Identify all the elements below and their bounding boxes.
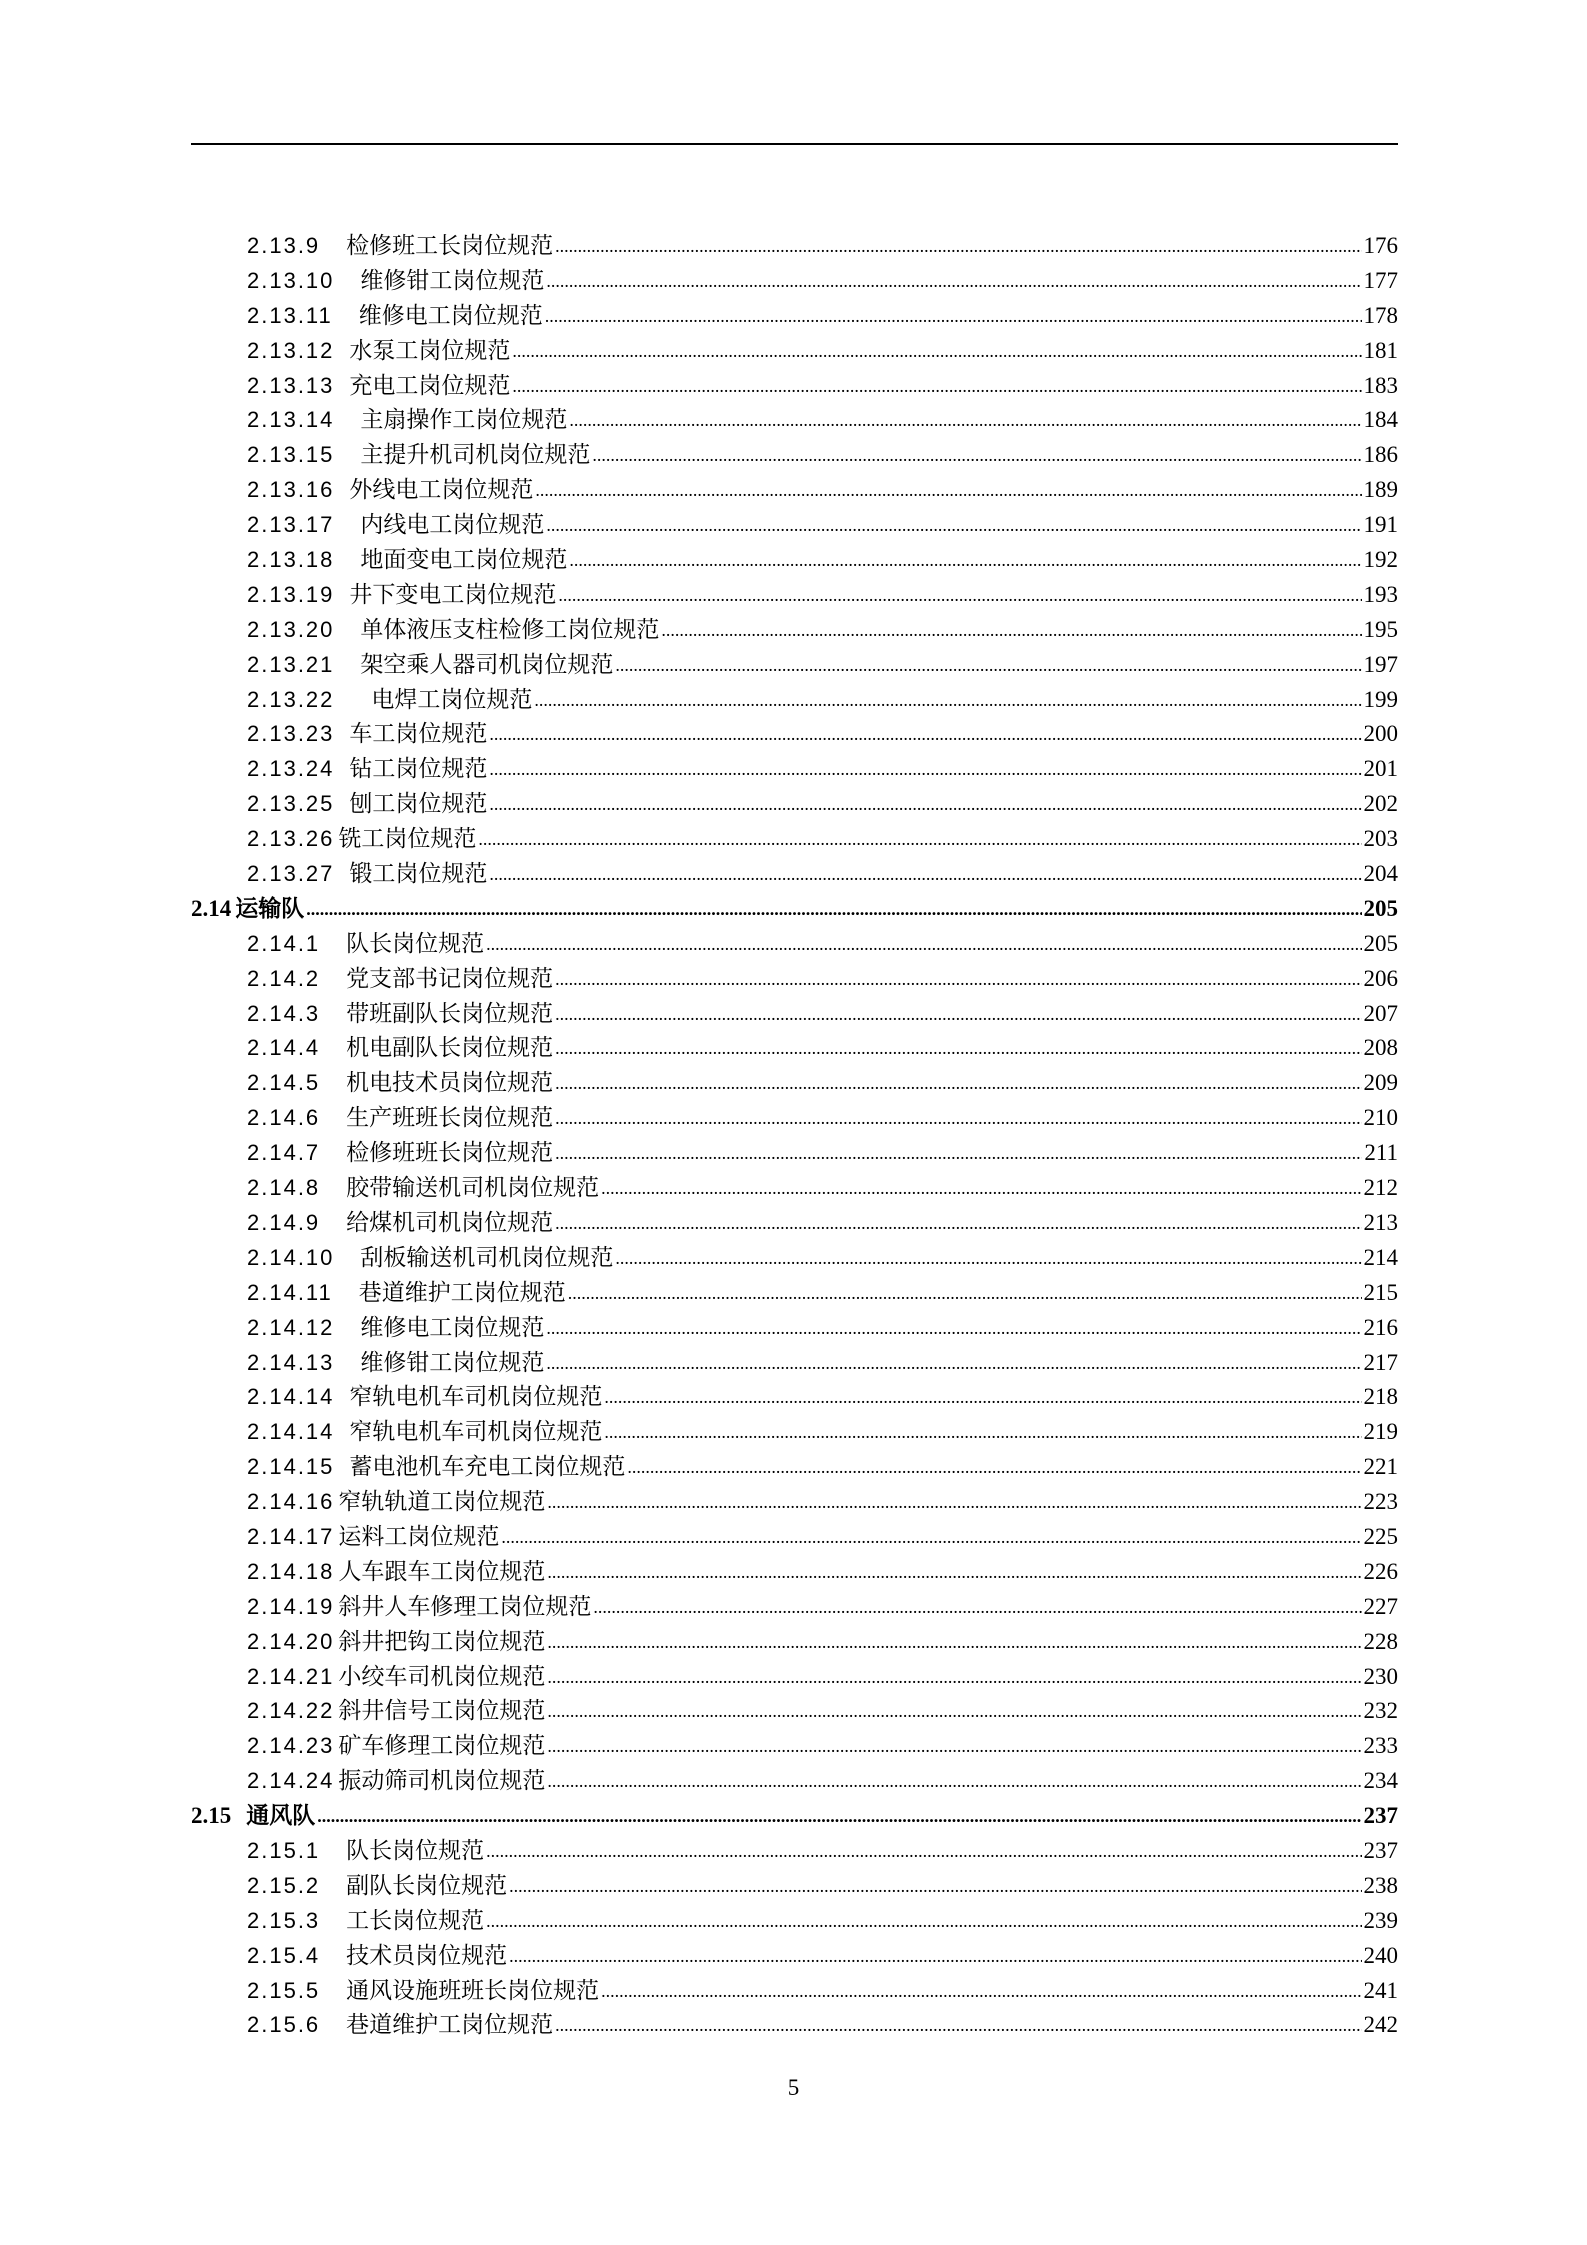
toc-entry[interactable] <box>191 787 1398 822</box>
toc-entry[interactable] <box>191 1904 1398 1939</box>
toc-entry-number: 2.14.11 <box>247 1279 333 1305</box>
toc-entry-title: 单体液压支柱检修工岗位规范 <box>360 616 660 642</box>
dot-leader <box>546 1311 1361 1346</box>
toc-entry-title: 维修电工岗位规范 <box>358 302 543 328</box>
toc-entry[interactable] <box>191 1066 1398 1101</box>
toc-entry[interactable] <box>191 1450 1398 1485</box>
toc-entry[interactable] <box>191 822 1398 857</box>
toc-entry[interactable] <box>191 613 1398 648</box>
dot-leader <box>547 1555 1361 1590</box>
toc-entry-number: 2.14.16 <box>247 1489 335 1515</box>
toc-entry-number: 2.15.5 <box>247 1977 321 2003</box>
toc-entry-number: 2.15.6 <box>247 2012 321 2038</box>
toc-entry-title: 检修班班长岗位规范 <box>346 1140 554 1166</box>
dot-leader <box>547 1625 1361 1660</box>
dot-leader <box>317 1799 1361 1834</box>
toc-entry[interactable] <box>191 717 1398 752</box>
toc-entry-page: 218 <box>1363 1384 1398 1410</box>
toc-entry-number: 2.14.10 <box>247 1244 335 1270</box>
toc-entry-page: 237 <box>1363 1803 1398 1829</box>
toc-entry[interactable] <box>191 1764 1398 1799</box>
toc-entry[interactable] <box>191 1206 1398 1241</box>
toc-entry-number: 2.13.11 <box>247 302 333 328</box>
toc-entry-number: 2.13.25 <box>247 791 335 817</box>
toc-entry-number: 2.13.16 <box>247 477 335 503</box>
toc-entry-title: 队长岗位规范 <box>346 930 485 956</box>
toc-entry-title: 地面变电工岗位规范 <box>360 547 568 573</box>
dot-leader <box>615 648 1361 683</box>
toc-entry[interactable] <box>191 1555 1398 1590</box>
toc-entry-title: 斜井人车修理工岗位规范 <box>338 1593 592 1619</box>
toc-entry-number: 2.14.2 <box>247 965 321 991</box>
toc-entry-page: 219 <box>1363 1419 1398 1445</box>
toc-entry-title: 检修班工长岗位规范 <box>346 233 554 258</box>
toc-entry-number: 2.13.15 <box>247 442 335 468</box>
dot-leader <box>486 1904 1361 1939</box>
toc-entry-page: 177 <box>1363 267 1398 293</box>
toc-entry-title: 通风队 <box>246 1803 316 1829</box>
toc-entry-page: 211 <box>1364 1140 1398 1166</box>
toc-entry-title: 矿车修理工岗位规范 <box>338 1733 546 1759</box>
toc-entry-page: 183 <box>1363 372 1398 398</box>
dot-leader <box>555 962 1361 997</box>
toc-entry[interactable] <box>191 1136 1398 1171</box>
toc-entry-title: 运输队 <box>235 895 305 921</box>
toc-entry-number: 2.13.24 <box>247 756 335 782</box>
dot-leader <box>555 1066 1361 1101</box>
toc-entry-page: 212 <box>1363 1175 1398 1201</box>
toc-entry-title: 运料工岗位规范 <box>338 1523 500 1549</box>
toc-entry[interactable] <box>191 1415 1398 1450</box>
toc-entry-number: 2.14.13 <box>247 1349 335 1375</box>
toc-entry-number: 2.13.14 <box>247 407 335 433</box>
toc-entry-title: 车工岗位规范 <box>349 721 488 747</box>
toc-entry-number: 2.13.20 <box>247 616 335 642</box>
dot-leader <box>592 438 1361 473</box>
dot-leader <box>569 543 1361 578</box>
toc-entry-page: 205 <box>1363 930 1398 956</box>
toc-entry[interactable] <box>191 1625 1398 1660</box>
toc-entry-page: 201 <box>1363 756 1398 782</box>
dot-leader <box>546 508 1361 543</box>
toc-entry[interactable] <box>191 473 1398 508</box>
dot-leader <box>627 1450 1361 1485</box>
toc-entry-page: 192 <box>1363 547 1398 573</box>
toc-entry[interactable] <box>191 543 1398 578</box>
toc-entry-number: 2.14.15 <box>247 1454 335 1480</box>
toc-entry-title: 人车跟车工岗位规范 <box>338 1558 546 1584</box>
toc-entry-title: 蓄电池机车充电工岗位规范 <box>349 1454 626 1480</box>
dot-leader <box>604 1415 1361 1450</box>
toc-entry-title: 巷道维护工岗位规范 <box>358 1279 566 1305</box>
toc-entry-title: 井下变电工岗位规范 <box>349 581 557 607</box>
toc-entry[interactable] <box>191 1520 1398 1555</box>
table-of-contents <box>191 229 1398 2043</box>
toc-entry[interactable] <box>191 1346 1398 1381</box>
toc-entry-title: 窄轨电机车司机岗位规范 <box>349 1419 603 1445</box>
dot-leader <box>512 334 1361 369</box>
toc-entry-page: 193 <box>1363 581 1398 607</box>
toc-entry-page: 202 <box>1363 791 1398 817</box>
toc-entry-title: 铣工岗位规范 <box>338 826 477 852</box>
dot-leader <box>509 1939 1361 1974</box>
toc-entry-title: 架空乘人器司机岗位规范 <box>360 651 614 677</box>
toc-entry[interactable] <box>191 997 1398 1032</box>
toc-entry[interactable] <box>191 2008 1398 2043</box>
toc-entry-number: 2.15.2 <box>247 1872 321 1898</box>
toc-entry[interactable] <box>191 1101 1398 1136</box>
toc-entry-page: 186 <box>1363 442 1398 468</box>
page-number: 5 <box>787 2075 800 2100</box>
dot-leader <box>615 1241 1361 1276</box>
toc-section-entry[interactable] <box>191 1799 1398 1834</box>
dot-leader <box>489 787 1361 822</box>
toc-entry[interactable] <box>191 299 1398 334</box>
dot-leader <box>661 613 1361 648</box>
toc-entry-number: 2.14.20 <box>247 1628 335 1654</box>
toc-entry[interactable] <box>191 1939 1398 1974</box>
dot-leader <box>593 1590 1361 1625</box>
dot-leader <box>486 927 1361 962</box>
toc-entry[interactable] <box>191 1485 1398 1520</box>
toc-entry-page: 176 <box>1363 233 1398 258</box>
toc-entry-title: 锻工岗位规范 <box>349 861 488 887</box>
toc-entry-number: 2.14.21 <box>247 1663 335 1689</box>
toc-entry-number: 2.14.14 <box>247 1419 335 1445</box>
dot-leader <box>558 578 1361 613</box>
toc-entry-page: 191 <box>1363 512 1398 538</box>
toc-entry-title: 带班副队长岗位规范 <box>346 1000 554 1026</box>
toc-entry-page: 189 <box>1363 477 1398 503</box>
toc-entry-number: 2.13.9 <box>247 233 321 258</box>
toc-entry[interactable] <box>191 438 1398 473</box>
toc-entry[interactable] <box>191 1694 1398 1729</box>
toc-entry-number: 2.14.22 <box>247 1698 335 1724</box>
toc-entry-title: 刨工岗位规范 <box>349 791 488 817</box>
toc-entry-title: 工长岗位规范 <box>346 1907 485 1933</box>
toc-entry-number: 2.14.9 <box>247 1209 321 1235</box>
toc-entry-page: 209 <box>1363 1070 1398 1096</box>
toc-entry-number: 2.14.23 <box>247 1733 335 1759</box>
toc-entry-page: 242 <box>1363 2012 1398 2038</box>
toc-entry-number: 2.15.3 <box>247 1907 321 1933</box>
toc-entry-page: 184 <box>1363 407 1398 433</box>
toc-entry-title: 维修电工岗位规范 <box>360 1314 545 1340</box>
toc-entry-title: 通风设施班班长岗位规范 <box>346 1977 600 2003</box>
toc-entry-page: 241 <box>1363 1977 1398 2003</box>
toc-entry-page: 239 <box>1363 1907 1398 1933</box>
toc-entry-number: 2.15.4 <box>247 1942 321 1968</box>
toc-entry[interactable] <box>191 1729 1398 1764</box>
toc-entry[interactable] <box>191 578 1398 613</box>
toc-entry[interactable] <box>191 927 1398 962</box>
toc-entry[interactable] <box>191 648 1398 683</box>
toc-entry-title: 内线电工岗位规范 <box>360 512 545 538</box>
toc-entry-title: 斜井把钩工岗位规范 <box>338 1628 546 1654</box>
toc-entry[interactable] <box>191 334 1398 369</box>
toc-entry-page: 240 <box>1363 1942 1398 1968</box>
toc-entry[interactable] <box>191 403 1398 438</box>
toc-entry[interactable] <box>191 1241 1398 1276</box>
toc-entry-page: 206 <box>1363 965 1398 991</box>
toc-entry-title: 胶带输送机司机岗位规范 <box>346 1175 600 1201</box>
dot-leader <box>547 1764 1361 1799</box>
toc-entry-number: 2.13.12 <box>247 337 335 363</box>
toc-entry-number: 2.13.21 <box>247 651 335 677</box>
toc-section-entry[interactable] <box>191 892 1398 927</box>
dot-leader <box>555 1101 1361 1136</box>
toc-entry-page: 223 <box>1363 1489 1398 1515</box>
toc-entry[interactable] <box>191 1171 1398 1206</box>
dot-leader <box>501 1520 1361 1555</box>
toc-entry[interactable] <box>191 229 1398 264</box>
toc-entry-page: 237 <box>1363 1837 1398 1863</box>
toc-entry-title: 窄轨轨道工岗位规范 <box>338 1489 546 1515</box>
dot-leader <box>555 1136 1362 1171</box>
dot-leader <box>534 683 1361 718</box>
toc-entry-title: 窄轨电机车司机岗位规范 <box>349 1384 603 1410</box>
dot-leader <box>555 1206 1361 1241</box>
toc-entry-page: 216 <box>1363 1314 1398 1340</box>
toc-entry-title: 斜井信号工岗位规范 <box>338 1698 546 1724</box>
toc-entry-title: 水泵工岗位规范 <box>349 337 511 363</box>
toc-entry-page: 208 <box>1363 1035 1398 1061</box>
dot-leader <box>478 822 1361 857</box>
toc-entry-page: 221 <box>1363 1454 1398 1480</box>
toc-entry-number: 2.14.6 <box>247 1105 321 1131</box>
dot-leader <box>555 229 1361 264</box>
dot-leader <box>489 857 1361 892</box>
dot-leader <box>555 1031 1361 1066</box>
dot-leader <box>486 1834 1361 1869</box>
toc-entry-title: 外线电工岗位规范 <box>349 477 534 503</box>
toc-entry-page: 205 <box>1363 895 1398 921</box>
toc-entry-page: 195 <box>1363 616 1398 642</box>
dot-leader <box>601 1974 1361 2009</box>
toc-entry[interactable] <box>191 508 1398 543</box>
toc-entry-number: 2.14.24 <box>247 1768 335 1794</box>
toc-entry-number: 2.14.19 <box>247 1593 335 1619</box>
toc-entry[interactable] <box>191 1590 1398 1625</box>
dot-leader <box>509 1869 1361 1904</box>
toc-entry-number: 2.14.7 <box>247 1140 321 1166</box>
toc-entry-number: 2.14.4 <box>247 1035 321 1061</box>
toc-entry-number: 2.14.1 <box>247 930 321 956</box>
dot-leader <box>547 1485 1361 1520</box>
toc-entry-number: 2.14.18 <box>247 1558 335 1584</box>
toc-entry-page: 213 <box>1363 1209 1398 1235</box>
dot-leader <box>535 473 1361 508</box>
toc-entry[interactable] <box>191 1276 1398 1311</box>
toc-entry-title: 刮板输送机司机岗位规范 <box>360 1244 614 1270</box>
dot-leader <box>555 997 1361 1032</box>
dot-leader <box>555 2008 1361 2043</box>
toc-entry-title: 主扇操作工岗位规范 <box>360 407 568 433</box>
toc-entry-title: 主提升机司机岗位规范 <box>360 442 591 468</box>
toc-entry[interactable] <box>191 683 1398 718</box>
toc-entry-page: 234 <box>1363 1768 1398 1794</box>
toc-entry-title: 小绞车司机岗位规范 <box>338 1663 546 1689</box>
dot-leader <box>489 717 1361 752</box>
toc-entry-title: 巷道维护工岗位规范 <box>346 2012 554 2038</box>
toc-entry-number: 2.14.3 <box>247 1000 321 1026</box>
toc-entry-title: 队长岗位规范 <box>346 1837 485 1863</box>
toc-entry-page: 233 <box>1363 1733 1398 1759</box>
toc-entry-number: 2.14.12 <box>247 1314 335 1340</box>
dot-leader <box>546 264 1361 299</box>
dot-leader <box>489 752 1361 787</box>
toc-entry-title: 钻工岗位规范 <box>349 756 488 782</box>
toc-entry-page: 200 <box>1363 721 1398 747</box>
toc-entry[interactable] <box>191 264 1398 299</box>
toc-entry-title: 电焊工岗位规范 <box>371 686 533 712</box>
toc-entry-title: 振动筛司机岗位规范 <box>338 1768 546 1794</box>
toc-entry[interactable] <box>191 1660 1398 1695</box>
toc-entry[interactable] <box>191 1311 1398 1346</box>
dot-leader <box>568 1276 1362 1311</box>
toc-entry[interactable] <box>191 1380 1398 1415</box>
toc-entry-page: 178 <box>1363 302 1398 328</box>
toc-entry-number: 2.14.5 <box>247 1070 321 1096</box>
toc-entry[interactable] <box>191 369 1398 404</box>
toc-entry[interactable] <box>191 752 1398 787</box>
dot-leader <box>569 403 1361 438</box>
toc-entry-page: 230 <box>1363 1663 1398 1689</box>
toc-entry-title: 机电副队长岗位规范 <box>346 1035 554 1061</box>
toc-entry[interactable] <box>191 1834 1398 1869</box>
toc-entry-page: 226 <box>1363 1558 1398 1584</box>
toc-entry-number: 2.14.14 <box>247 1384 335 1410</box>
toc-entry-number: 2.13.19 <box>247 581 335 607</box>
toc-entry-page: 227 <box>1363 1593 1398 1619</box>
toc-entry-number: 2.13.27 <box>247 861 335 887</box>
toc-entry-title: 党支部书记岗位规范 <box>346 965 554 991</box>
toc-entry-page: 207 <box>1363 1000 1398 1026</box>
toc-entry[interactable] <box>191 1031 1398 1066</box>
toc-entry-number: 2.15 <box>191 1803 232 1829</box>
toc-entry[interactable] <box>191 962 1398 997</box>
dot-leader <box>604 1380 1361 1415</box>
toc-entry[interactable] <box>191 857 1398 892</box>
toc-entry-title: 维修钳工岗位规范 <box>360 267 545 293</box>
toc-entry-page: 228 <box>1363 1628 1398 1654</box>
toc-entry-number: 2.14 <box>191 895 232 921</box>
toc-entry-page: 232 <box>1363 1698 1398 1724</box>
dot-leader <box>601 1171 1361 1206</box>
toc-entry-page: 181 <box>1363 337 1398 363</box>
toc-entry-title: 机电技术员岗位规范 <box>346 1070 554 1096</box>
toc-entry-title: 给煤机司机岗位规范 <box>346 1209 554 1235</box>
dot-leader <box>306 892 1361 927</box>
toc-entry-page: 210 <box>1363 1105 1398 1131</box>
toc-entry-page: 199 <box>1363 686 1398 712</box>
dot-leader <box>512 369 1361 404</box>
toc-entry-number: 2.13.17 <box>247 512 335 538</box>
toc-entry-page: 225 <box>1363 1523 1398 1549</box>
toc-entry-title: 维修钳工岗位规范 <box>360 1349 545 1375</box>
toc-entry[interactable] <box>191 1974 1398 2009</box>
toc-entry-page: 217 <box>1363 1349 1398 1375</box>
toc-entry-page: 238 <box>1363 1872 1398 1898</box>
toc-entry-number: 2.13.10 <box>247 267 335 293</box>
toc-entry[interactable] <box>191 1869 1398 1904</box>
toc-entry-title: 生产班班长岗位规范 <box>346 1105 554 1131</box>
toc-entry-number: 2.15.1 <box>247 1837 321 1863</box>
toc-entry-number: 2.13.18 <box>247 547 335 573</box>
dot-leader <box>547 1694 1361 1729</box>
toc-entry-page: 197 <box>1363 651 1398 677</box>
toc-entry-page: 215 <box>1363 1279 1398 1305</box>
toc-entry-number: 2.13.13 <box>247 372 335 398</box>
toc-entry-page: 214 <box>1363 1244 1398 1270</box>
toc-entry-number: 2.13.22 <box>247 686 335 712</box>
dot-leader <box>546 1346 1361 1381</box>
toc-entry-title: 副队长岗位规范 <box>346 1872 508 1898</box>
header-rule <box>191 143 1398 145</box>
dot-leader <box>545 299 1362 334</box>
toc-entry-number: 2.13.23 <box>247 721 335 747</box>
toc-entry-number: 2.14.17 <box>247 1523 335 1549</box>
dot-leader <box>547 1660 1361 1695</box>
dot-leader <box>547 1729 1361 1764</box>
toc-entry-number: 2.14.8 <box>247 1175 321 1201</box>
toc-entry-title: 充电工岗位规范 <box>349 372 511 398</box>
toc-entry-page: 203 <box>1363 826 1398 852</box>
toc-entry-number: 2.13.26 <box>247 826 335 852</box>
toc-entry-title: 技术员岗位规范 <box>346 1942 508 1968</box>
toc-entry-page: 204 <box>1363 861 1398 887</box>
